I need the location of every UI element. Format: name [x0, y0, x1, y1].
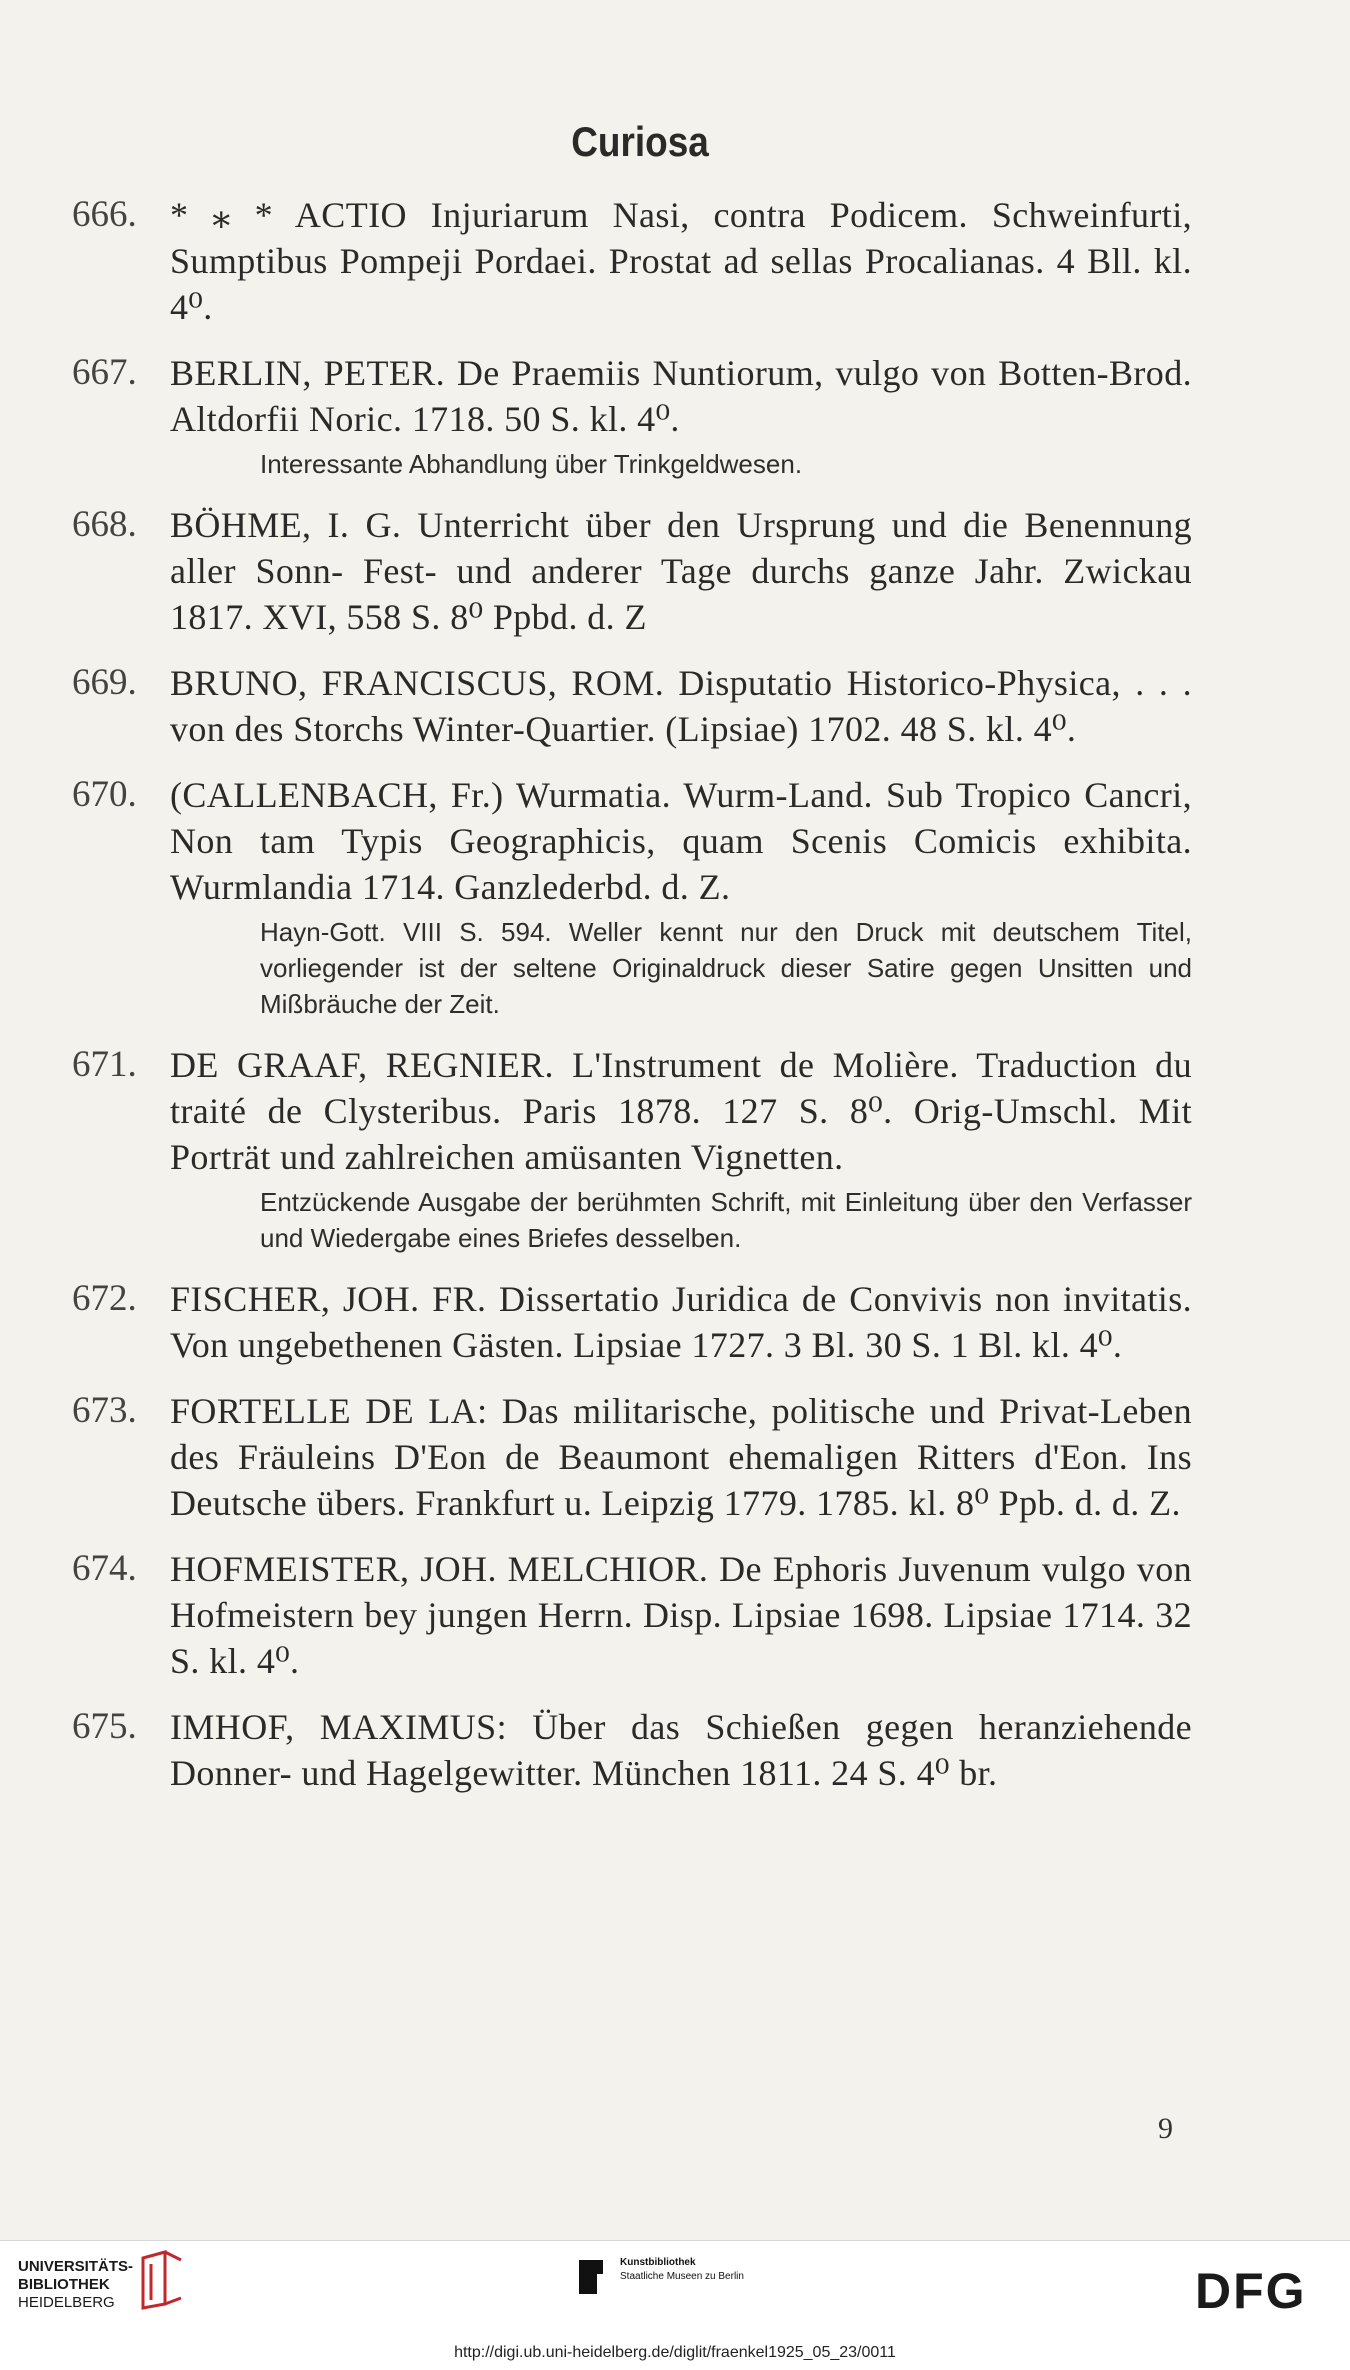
source-url[interactable]: http://digi.ub.uni-heidelberg.de/diglit/fraenkel1925_05_23/0011	[454, 2344, 896, 2361]
entry-number: 670.	[72, 774, 137, 815]
ub-line-3: HEIDELBERG	[18, 2294, 115, 2311]
entry-number: 666.	[72, 194, 137, 235]
catalog-entry	[72, 1388, 1192, 1526]
page-title: Curiosa	[571, 118, 709, 165]
catalog-entry	[72, 1704, 1192, 1796]
catalog-entry	[72, 772, 1192, 1022]
entry-number: 672.	[72, 1278, 137, 1319]
entry-number: 667.	[72, 352, 137, 393]
entry-text: FORTELLE DE LA: Das militarische, politische und Privat-Leben des Fräuleins D'Eon de Beaumont ehemaligen Ritters d'Eon. Ins Deutsche übers. Frankfurt u. Leipzig 1779. 1785. kl. 8⁰ Ppb. d. d. Z.	[170, 1391, 1192, 1523]
ub-line-2: BIBLIOTHEK	[18, 2276, 110, 2293]
entry-text: IMHOF, MAXIMUS: Über das Schießen gegen heranziehende Donner- und Hagelgewitter. München 1811. 24 S. 4⁰ br.	[170, 1707, 1192, 1793]
entry-number: 668.	[72, 504, 137, 545]
entry-note: Interessante Abhandlung über Trinkgeldwesen.	[260, 449, 803, 479]
ub-line-1: UNIVERSITÄTS-	[18, 2258, 134, 2275]
entry-text: DE GRAAF, REGNIER. L'Instrument de Molière. Traduction du traité de Clysteribus. Paris 1878. 127 S. 8⁰. Orig-Umschl. Mit Porträt und zahlreichen amüsanten Vignetten.	[170, 1045, 1192, 1177]
entry-number: 675.	[72, 1706, 137, 1747]
kunstbibliothek-logo-text	[620, 2256, 744, 2284]
catalog-entry	[72, 660, 1192, 752]
entry-text: FISCHER, JOH. FR. Dissertatio Juridica de Convivis non invitatis. Von ungebethenen Gästen. Lipsiae 1727. 3 Bl. 30 S. 1 Bl. kl. 4⁰.	[170, 1279, 1192, 1365]
catalog-entry	[72, 192, 1192, 330]
catalog-entries	[72, 192, 1192, 1816]
ub-heidelberg-logo-icon	[135, 2250, 185, 2310]
ub-heidelberg-logo-text	[18, 2258, 133, 2312]
entry-text: HOFMEISTER, JOH. MELCHIOR. De Ephoris Juvenum vulgo von Hofmeistern bey jungen Herrn. Disp. Lipsiae 1698. Lipsiae 1714. 32 S. kl. 4⁰.	[170, 1549, 1192, 1681]
entry-text: BÖHME, I. G. Unterricht über den Ursprung und die Benennung aller Sonn- Fest- und anderer Tage durchs ganze Jahr. Zwickau 1817. XVI, 558 S. 8⁰ Ppbd. d. Z	[170, 505, 1192, 637]
entry-number: 669.	[72, 662, 137, 703]
catalog-entry	[72, 350, 1192, 482]
entry-text: (CALLENBACH, Fr.) Wurmatia. Wurm-Land. Sub Tropico Cancri, Non tam Typis Geographicis, quam Scenis Comicis exhibita. Wurmlandia 1714. Ganzlederbd. d. Z.	[170, 775, 1192, 907]
entry-text: * ⁎ * ACTIO Injuriarum Nasi, contra Podicem. Schweinfurti, Sumptibus Pompeji Pordaei. Prostat ad sellas Procalianas. 4 Bll. kl. 4⁰.	[170, 195, 1192, 327]
entry-text: BERLIN, PETER. De Praemiis Nuntiorum, vulgo von Botten-Brod. Altdorfii Noric. 1718. 50 S. kl. 4⁰.	[170, 353, 1192, 439]
entry-note: Entzückende Ausgabe der berühmten Schrift, mit Einleitung über den Verfasser und Wiedergabe eines Briefes desselben.	[260, 1187, 1192, 1253]
catalog-entry	[72, 1276, 1192, 1368]
dfg-logo: DFG	[1195, 2263, 1307, 2319]
catalog-entry	[72, 1042, 1192, 1256]
entry-text: BRUNO, FRANCISCUS, ROM. Disputatio Historico-Physica, . . . von des Storchs Winter-Quartier. (Lipsiae) 1702. 48 S. kl. 4⁰.	[170, 663, 1192, 749]
kb-line-2: Staatliche Museen zu Berlin	[620, 2271, 744, 2282]
catalog-entry	[72, 1546, 1192, 1684]
entry-number: 674.	[72, 1548, 137, 1589]
kb-line-1: Kunstbibliothek	[620, 2257, 696, 2268]
entry-number: 671.	[72, 1044, 137, 1085]
entry-number: 673.	[72, 1390, 137, 1431]
entry-note: Hayn-Gott. VIII S. 594. Weller kennt nur den Druck mit deutschem Titel, vorliegender ist der seltene Originaldruck dieser Satire gegen Unsitten und Mißbräuche der Zeit.	[260, 917, 1192, 1019]
catalog-entry	[72, 502, 1192, 640]
page-number: 9	[1158, 2112, 1173, 2145]
